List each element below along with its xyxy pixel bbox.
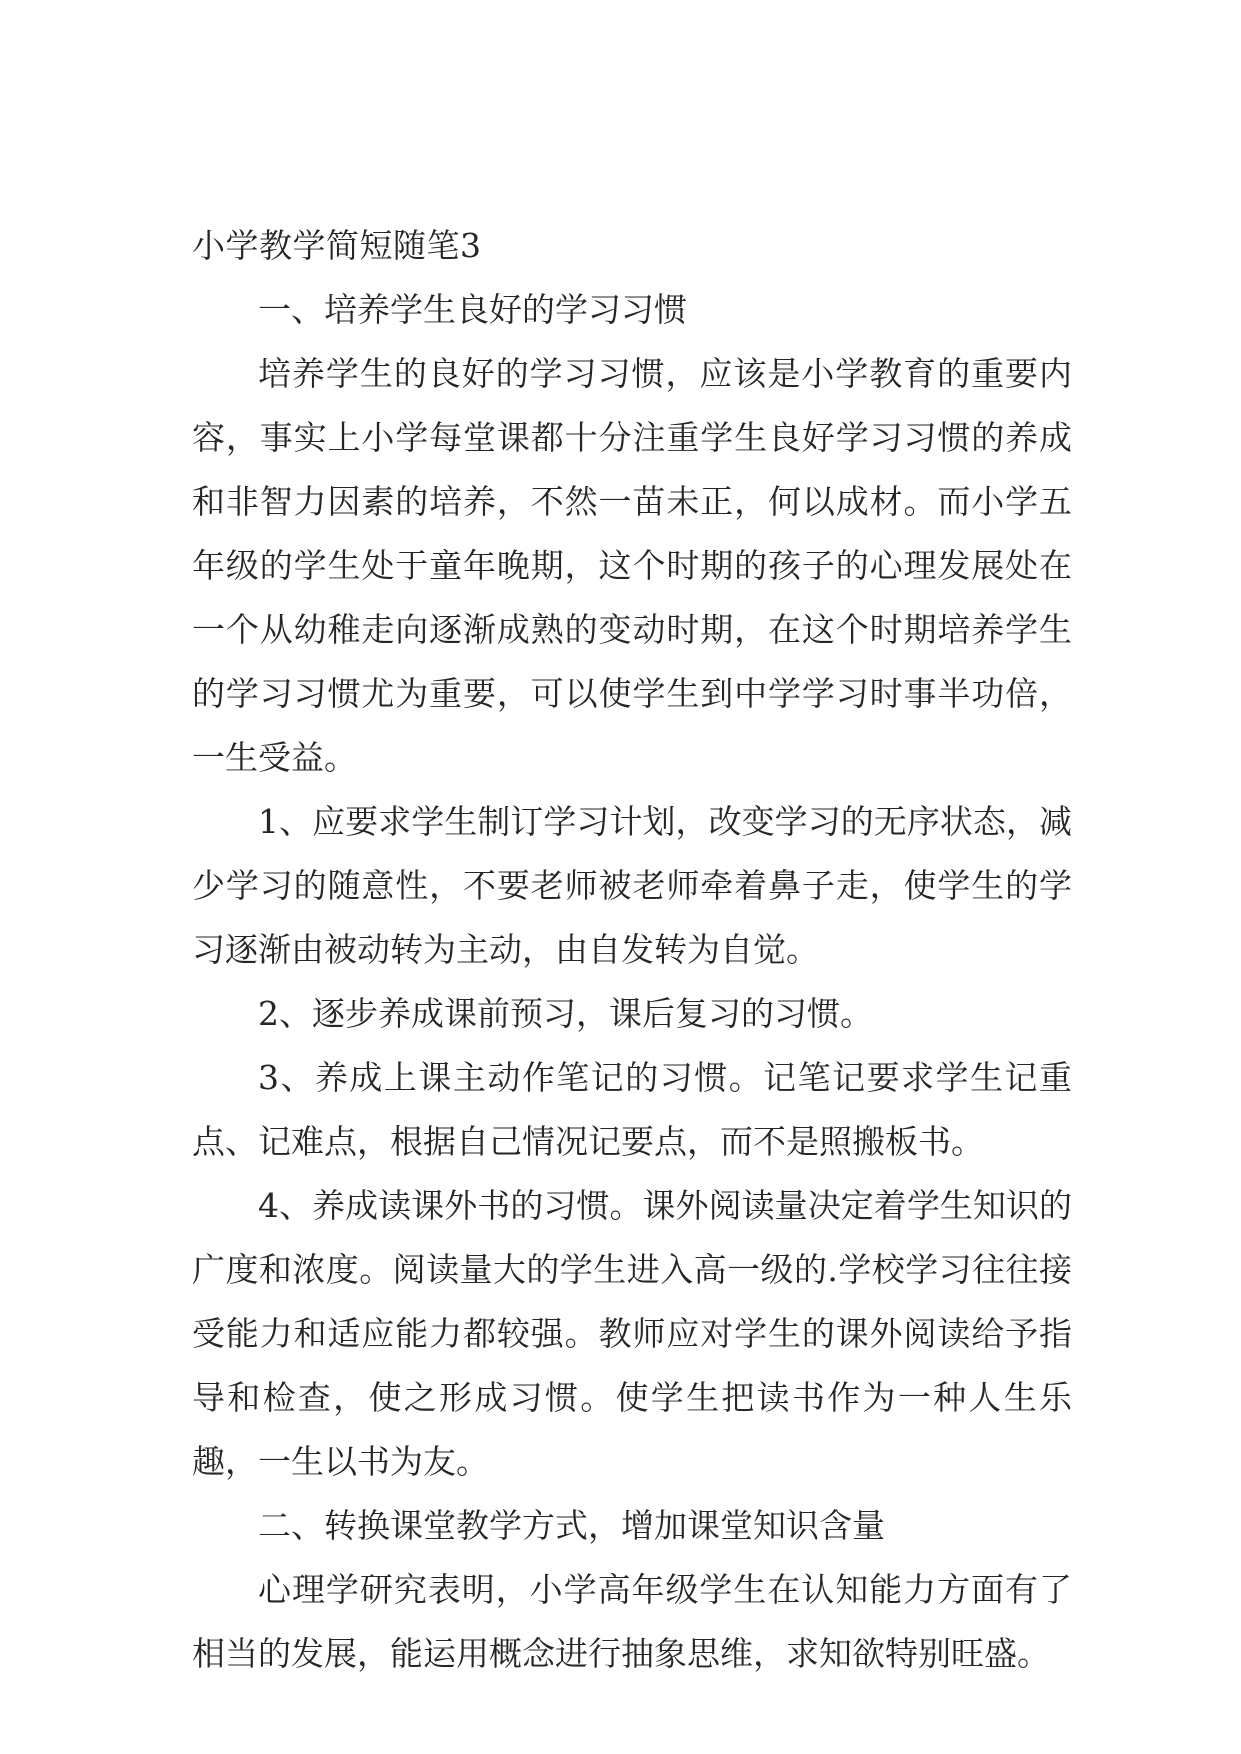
document-body xyxy=(192,214,1072,1686)
section-heading-2: 二、转换课堂教学方式，增加课堂知识含量 xyxy=(258,1506,885,1545)
section-heading-1: 一、培养学生良好的学习习惯 xyxy=(258,290,687,329)
list-item-2: 2、逐步养成课前预习，课后复习的习惯。 xyxy=(258,994,873,1033)
list-item-3: 3、养成上课主动作笔记的习惯。记笔记要求学生记重点、记难点，根据自己情况记要点，而不是照搬板书。 xyxy=(192,1058,1072,1161)
list-item-1: 1、应要求学生制订学习计划，改变学习的无序状态，减少学习的随意性，不要老师被老师牵着鼻子走，使学生的学习逐渐由被动转为主动，由自发转为自觉。 xyxy=(192,802,1072,969)
list-item-4: 4、养成读课外书的习惯。课外阅读量决定着学生知识的广度和浓度。阅读量大的学生进入高一级的.学校学习往往接受能力和适应能力都较强。教师应对学生的课外阅读给予指导和检查，使之形成习惯。使学生把读书作为一种人生乐趣，一生以书为友。 xyxy=(192,1186,1072,1481)
paragraph-psychology: 心理学研究表明，小学高年级学生在认知能力方面有了相当的发展，能运用概念进行抽象思维，求知欲特别旺盛。 xyxy=(192,1570,1072,1673)
document-title: 小学教学简短随笔3 xyxy=(192,226,482,265)
paragraph-intro: 培养学生的良好的学习习惯，应该是小学教育的重要内容，事实上小学每堂课都十分注重学生良好学习习惯的养成和非智力因素的培养，不然一苗未正，何以成材。而小学五年级的学生处于童年晚期，这个时期的孩子的心理发展处在一个从幼稚走向逐渐成熟的变动时期，在这个时期培养学生的学习习惯尤为重要，可以使学生到中学学习时事半功倍，一生受益。 xyxy=(192,354,1072,777)
